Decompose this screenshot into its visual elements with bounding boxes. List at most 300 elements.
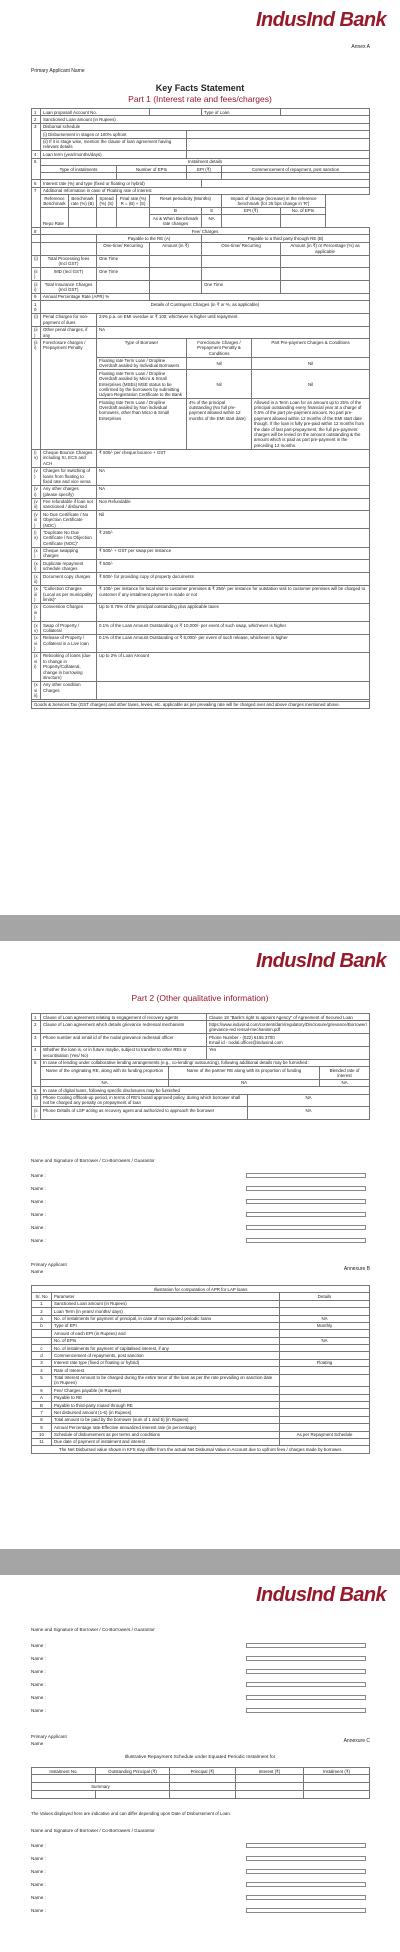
table-cell: (iv): [32, 449, 41, 467]
annexure-b-label: Annexure B: [343, 1266, 370, 1272]
table-cell: Name of the partner RE along with its proportion of funding: [169, 1067, 320, 1080]
table-cell: Interest rate (%) and type (fixed or floating or hybrid): [41, 180, 202, 187]
name-field[interactable]: [246, 1238, 366, 1243]
table-cell: [304, 1775, 370, 1783]
table-cell: Total Interest Amount to be charged during the entire tenor of the loan as per the rate prevailing on sanction date (in Rupees): [52, 1374, 280, 1387]
table-cell: Instalment details: [41, 158, 370, 165]
table-row: [32, 326, 370, 339]
name-field[interactable]: [246, 1186, 366, 1191]
name-field[interactable]: [246, 1225, 366, 1230]
table-row: [32, 467, 370, 485]
name-field[interactable]: [246, 1212, 366, 1217]
table-cell: [150, 109, 202, 116]
table-cell: [280, 1402, 370, 1409]
table-row: [32, 235, 370, 242]
table-cell: [41, 173, 117, 180]
table-cell: Phone Number - (022) 6155 3700 Email id - nodal.officer@indusind.com: [207, 1034, 370, 1047]
table-row: [32, 207, 370, 214]
table-cell: In case of lending under collaborative lending arrangements (e.g., co-lending/ outsourcing), following additional details may be furnished :: [41, 1059, 370, 1066]
table-row: [32, 1014, 370, 1021]
row-9: [32, 293, 370, 300]
table-cell: [150, 281, 202, 294]
name-field[interactable]: [246, 1682, 366, 1687]
table-cell: Nil: [187, 357, 252, 370]
table-cell: EPI (₹): [222, 207, 281, 214]
table-cell: NA: [169, 1079, 320, 1086]
table-cell: [32, 242, 41, 255]
table-cell: Type of EPI: [52, 1322, 280, 1329]
table-row: [32, 1394, 370, 1401]
table-cell: [97, 681, 370, 699]
table-cell: Amount (in ₹) or Percentage (%) as applicable: [281, 242, 370, 255]
table-cell: [32, 235, 41, 242]
table-cell: (xiii): [32, 585, 41, 603]
table-cell: Nil: [97, 511, 370, 529]
table-cell: Floating: [280, 1359, 370, 1366]
row-4: [32, 151, 370, 158]
table-cell: Additional Information in case of Floating rate of interest: [41, 187, 370, 194]
table-row: [32, 1286, 370, 1293]
table-cell: Reference Benchmark: [41, 195, 69, 208]
table-cell: Payable to RE: [52, 1394, 280, 1401]
name-label: Name :: [31, 1643, 46, 1648]
name-field[interactable]: [246, 1669, 366, 1674]
table-cell: (xviii): [32, 681, 41, 699]
table-cell: (i): [32, 1094, 41, 1107]
primary-applicant-label: Primary Applicant: [31, 1262, 67, 1267]
table-cell: (x): [32, 547, 41, 560]
table-cell: 9: [32, 293, 41, 300]
table-cell: [150, 268, 202, 281]
table-row: [32, 1300, 370, 1307]
table-cell: Loan term (year/months/days): [41, 151, 187, 158]
table-row: [32, 173, 370, 180]
table-cell: Final rate (%) R = (B) + (S): [117, 195, 150, 208]
table-cell: (i): [32, 255, 41, 268]
table-cell: Nil: [252, 357, 370, 370]
page-subtitle: Part 1 (Interest rate and fees/charges): [128, 94, 272, 104]
table-cell: [280, 1374, 370, 1387]
bank-logo: IndusInd Bank: [256, 1584, 386, 1606]
name-label: Name :: [31, 1225, 46, 1230]
name-field[interactable]: [246, 1908, 366, 1913]
table-cell: Penal Charges for non-payment of dues: [41, 313, 97, 326]
schedule-title: Illustrative Repayment Schedule under Equated Periodic Instalment for: [124, 1755, 276, 1760]
table-cell: Cheque Bounce Charges including SI, ECS and ACH: [41, 449, 97, 467]
table-cell: [304, 1790, 370, 1798]
table-cell: 1: [32, 1014, 41, 1021]
table-cell: EPI (₹): [187, 166, 222, 173]
table-cell: (xvii): [32, 652, 41, 681]
table-row: [32, 560, 370, 573]
table-cell: NA: [97, 467, 370, 485]
table-cell: One Time: [97, 255, 150, 268]
table-cell: NA: [320, 1079, 370, 1086]
table-cell: (ix): [32, 529, 41, 547]
table-cell: [281, 268, 370, 281]
table-cell: (ii): [32, 268, 41, 281]
table-cell: Floating rate Term Loan / Dropline Overdraft availed by Individual Borrowers: [97, 357, 187, 370]
table-cell: Charges for switching of loans from floating to fixed rate and vice versa: [41, 467, 97, 485]
table-row: [32, 255, 370, 268]
table-cell: (ii): [32, 326, 41, 339]
name-label: Name :: [31, 1856, 46, 1861]
table-cell: [280, 1409, 370, 1416]
table-cell: 4: [32, 151, 41, 158]
table-cell: 2: [32, 1308, 52, 1315]
table-row: [32, 1352, 370, 1359]
table-cell: No. of instalments for payment of principal, in case of non equated periodic loans: [52, 1315, 280, 1322]
table-cell: [280, 1300, 370, 1307]
table-cell: [236, 1790, 304, 1798]
signature-heading: Name and Signature of Borrower / Co-Borrowers / Guarantor: [31, 1158, 155, 1163]
name-field[interactable]: [246, 1695, 366, 1700]
name-label: Name :: [31, 1656, 46, 1661]
table-cell: [41, 242, 97, 255]
table-cell: ₹ 500/- + GST per swap per instance: [97, 547, 370, 560]
table-cell: [280, 1330, 370, 1337]
table-row: [32, 1431, 370, 1438]
table-cell: a: [32, 1315, 52, 1322]
table-row: [32, 1107, 370, 1120]
primary-applicant-label: Primary Applicant: [31, 1734, 67, 1739]
name-field[interactable]: [246, 1895, 366, 1900]
name-label: Name :: [31, 1212, 46, 1217]
table-cell: Clause 18 "Bank's right to appoint Agency" of Agreement of Secured Loan: [207, 1014, 370, 1021]
name-field[interactable]: [246, 1708, 366, 1713]
table-cell: NA: [202, 215, 222, 228]
table-cell: [280, 1387, 370, 1394]
row-3: [32, 123, 370, 130]
gst-note: Goods & Services Tax (GST charges) and other taxes, levies, etc. applicable as per prevailing rate will be charged over and above charges mentioned above.: [32, 701, 370, 708]
table-cell: ₹ 500/-: [97, 560, 370, 573]
table-cell: 7: [32, 1409, 52, 1416]
table-cell: Instalment No.: [32, 1768, 96, 1775]
table-cell: Total Processing fees (Incl GST): [41, 255, 97, 268]
table-cell: One Time: [97, 268, 150, 281]
table-cell: NA: [248, 1107, 370, 1120]
table-cell: [236, 1775, 304, 1783]
table-cell: [280, 1438, 370, 1445]
table-cell: No. of EPIs: [52, 1337, 280, 1344]
table-cell: [222, 173, 370, 180]
table-cell: Clause of Loan agreement which details grievance redressal mechanism: [41, 1021, 207, 1034]
table-cell: [280, 1345, 370, 1352]
table-cell: One Time: [202, 281, 281, 294]
name-label: Name :: [31, 1908, 46, 1913]
table-cell: Annual Percentage rate-Effective annualized interest rate (in percentage): [52, 1424, 280, 1431]
table-cell: Total amount to be paid by the borrower (sum of 1 and 5) (in Rupees): [52, 1416, 280, 1423]
table-cell: No. of EPIs: [281, 207, 326, 214]
table-cell: 11: [32, 1438, 52, 1445]
table-cell: Net disbursed amount (1-6) (in Rupees): [52, 1409, 280, 1416]
part2-title: Part 2 (Other qualitative information): [131, 993, 269, 1003]
table-cell: Commencement of repayment, post sanction: [222, 166, 370, 173]
table-row: [32, 138, 370, 151]
table-cell: ₹ 100/- per instance for local visit to customer premises & ₹ 250/- per instance for outstation visit to customer premises will be charged to customer if any instalment payment is made or not: [97, 585, 370, 603]
name-field[interactable]: [246, 1869, 366, 1874]
table-cell: [97, 281, 150, 294]
table-cell: Instalment (₹): [304, 1768, 370, 1775]
page-2: [0, 941, 400, 1549]
table-cell: 9: [32, 1424, 52, 1431]
schedule-note: The Values displayed here are indicative and can differ depending upon Date of Disbursement of Loan.: [31, 1811, 231, 1816]
table-cell: One-time/ Recurring: [202, 242, 281, 255]
table-row: [32, 634, 370, 652]
table-cell: Up to 2% of Loan Amount: [97, 652, 370, 681]
name-label: Name :: [31, 1173, 46, 1178]
table-cell: Commencement of repayments, post sanction: [52, 1352, 280, 1359]
name-label: Name :: [31, 1238, 46, 1243]
table-cell: Cheque swapping charges: [41, 547, 97, 560]
table-cell: As per Repayment Schedule: [280, 1431, 370, 1438]
name-label: Name :: [31, 1895, 46, 1900]
table-cell: Non Refundable: [97, 498, 370, 511]
name-label: Name :: [31, 1695, 46, 1700]
row-8: [32, 228, 370, 235]
table-cell: [32, 1337, 52, 1344]
signature-heading: Name and Signature of Borrower / Co-Borrowers / Guarantor: [31, 1828, 155, 1833]
table-cell: 4: [32, 1367, 52, 1374]
table-cell: [280, 1352, 370, 1359]
table-row: [32, 547, 370, 560]
table-cell: 7: [32, 187, 41, 227]
table-row: [32, 1079, 370, 1086]
table-row: [32, 1446, 370, 1453]
table-cell: [32, 1775, 96, 1783]
table-row: [32, 573, 370, 586]
table-cell: Blended rate of interest: [320, 1067, 370, 1080]
table-row: [32, 1409, 370, 1416]
table-cell: [170, 1775, 236, 1783]
table-cell: Sanctioned Loan amount (in Rupees): [52, 1300, 280, 1307]
name-field[interactable]: [246, 1643, 366, 1648]
table-cell: Loan Term (in years/ months/ days): [52, 1308, 280, 1315]
table-cell: [150, 293, 370, 300]
table-cell: NA: [280, 1337, 370, 1344]
table-row: [32, 498, 370, 511]
table-cell: In case of digital loans, following specific disclosures may be furnished: [41, 1087, 370, 1094]
table-cell: [281, 215, 326, 228]
annexure-c-label: Annexure C: [343, 1738, 370, 1744]
name-field[interactable]: [246, 1856, 366, 1861]
table-cell: [187, 151, 370, 158]
table-cell: [280, 1394, 370, 1401]
table-cell: 5: [32, 1374, 52, 1387]
table-cell: [96, 1790, 170, 1798]
table-cell: Foreclosure charges / Prepayment Penalty: [41, 339, 97, 449]
table-cell: [32, 1790, 96, 1798]
table-cell: Loan proposal/ Account No.: [41, 109, 150, 116]
table-row: [32, 1367, 370, 1374]
table-cell: [281, 281, 370, 294]
table-cell: 10: [32, 301, 41, 314]
table-row: [32, 1067, 370, 1080]
table-row: [32, 449, 370, 467]
table-cell: 0.1% of the Loan Amount Outstanding or ₹ 5,000/- per event of such release, whichever is higher: [97, 634, 370, 652]
table-cell: [170, 1783, 236, 1790]
table-cell: c: [32, 1345, 52, 1352]
table-cell: [187, 173, 222, 180]
table-cell: (xiv): [32, 603, 41, 621]
table-cell: Nil: [252, 370, 370, 399]
table-cell: IMD (Incl GST): [41, 268, 97, 281]
table-cell: [280, 1416, 370, 1423]
table-row: [32, 1094, 370, 1107]
table-cell: Spread (%) (S): [97, 195, 117, 208]
table-cell: Conversion Charges: [41, 603, 97, 621]
table-cell: Part Pre-payment Charges & Conditions: [252, 339, 370, 357]
table-cell: [69, 207, 97, 227]
row-10: [32, 301, 370, 314]
table-cell: Whether the loan is, or in future maybe, subject to transfer to other REs or securitisation (Yes/ No): [41, 1046, 207, 1059]
table-cell: Sanctioned Loan amount (in Rupees): [41, 116, 370, 123]
table-row: [32, 1416, 370, 1423]
table-row: [32, 1402, 370, 1409]
applicant-name-label: Name: [31, 1269, 44, 1274]
table-cell: 1: [32, 109, 41, 116]
table-cell: [202, 268, 281, 281]
table-cell: d: [32, 1352, 52, 1359]
page-title: Key Facts Statement: [155, 83, 245, 93]
table-cell: (viii): [32, 511, 41, 529]
table-cell: Annual Percentage Rate (APR) %: [41, 293, 150, 300]
table-cell: One-time/ Recurring: [97, 242, 150, 255]
table-cell: Allowed in a Term Loan for an amount up to 25% of the principal outstanding every financial year at a charge of 0.5% of the part pre-payment amount. No part pre-payment allowed within 12 months of the EMI start date though. If the loan is fully pre-paid within 12 months from the date of last part-prepayment, the full pre-payment charges will be levied on the amount outstanding & the amount which is paid as part pre-payment in the preceding 12 months.: [252, 399, 370, 449]
table-cell: Phone number and email id of the nodal grievance redressal officer: [41, 1034, 207, 1047]
table-cell: [32, 1330, 52, 1337]
table-cell: B: [32, 1402, 52, 1409]
name-field[interactable]: [246, 1656, 366, 1661]
table-cell: Impact of change (increase) in the reference benchmark (for 25 bps change in 'R'): [222, 195, 326, 208]
table-row: [32, 1790, 370, 1798]
name-field[interactable]: [246, 1199, 366, 1204]
table-cell: (xv): [32, 622, 41, 635]
table-cell: As & When Benchmark rate changes: [150, 215, 202, 228]
table-row: [32, 585, 370, 603]
table-row: [32, 1034, 370, 1047]
table-cell: NA: [97, 326, 370, 339]
table-cell: Document copy charges: [41, 573, 97, 586]
table-row: [32, 339, 370, 357]
page-3: [0, 1575, 400, 1952]
table-cell: Any other charges (please specify): [41, 485, 97, 498]
table-cell: 3: [32, 1359, 52, 1366]
table-cell: NA: [41, 1079, 169, 1086]
table-cell: Clause of Loan agreement relating to engagement of recovery agents: [41, 1014, 207, 1021]
table-cell: [280, 1367, 370, 1374]
row-1: [32, 109, 370, 116]
table-cell: (i) Disbursement in stages or 100% upfront: [41, 131, 187, 138]
table-cell: Total Insurance Charges (Incl GST): [41, 281, 97, 294]
table-cell: (ii): [32, 1107, 41, 1120]
table-cell: S: [202, 207, 222, 214]
annex-label: Annex A: [351, 44, 370, 50]
table-row: [32, 1783, 370, 1790]
table-cell: NA: [97, 485, 370, 498]
table-cell: Payable to the RE (A): [97, 235, 202, 242]
table-cell: 4: [32, 1046, 41, 1059]
table-row: [32, 1330, 370, 1337]
table-cell: [236, 1783, 304, 1790]
table-row: [32, 195, 370, 208]
table-cell: 5: [32, 158, 41, 180]
table-cell: Fee refundable if loan not sanctioned / disbursed: [41, 498, 97, 511]
table-cell: A: [32, 1394, 52, 1401]
table-cell: Due date of payment of instalment and interest: [52, 1438, 280, 1445]
table-cell: [150, 255, 202, 268]
table-row: [32, 1308, 370, 1315]
table-cell: [304, 1783, 370, 1790]
table-row: [32, 681, 370, 699]
table-cell: (i): [32, 313, 41, 326]
table-row: [32, 1046, 370, 1059]
apr-table: [31, 1285, 370, 1454]
table-cell: 3: [32, 1034, 41, 1047]
repayment-schedule-table: [31, 1767, 370, 1799]
table-cell: Type of instalments: [41, 166, 117, 173]
name-field[interactable]: [246, 1843, 366, 1848]
table-cell: Any other condition Charges: [41, 681, 97, 699]
table-row: [32, 1424, 370, 1431]
name-label: Name :: [31, 1682, 46, 1687]
name-label: Name :: [31, 1669, 46, 1674]
table-cell: (xii): [32, 573, 41, 586]
table-cell: Name of the originating RE, along with its funding proportion: [41, 1067, 169, 1080]
table-row: [32, 511, 370, 529]
name-label: Name :: [31, 1843, 46, 1848]
table-row: [32, 1768, 370, 1775]
table-cell: 3: [32, 123, 41, 151]
table-row: [32, 622, 370, 635]
table-row: [32, 268, 370, 281]
table-cell: Fee/ Charges: [41, 228, 370, 235]
table-row: [32, 485, 370, 498]
table-cell: 24% p.a. on EMI overdue or ₹ 100; whichever is higher until repayment: [97, 313, 370, 326]
table-cell: (v): [32, 467, 41, 485]
table-cell: [202, 255, 281, 268]
row-5: [32, 158, 370, 165]
name-field[interactable]: [246, 1882, 366, 1887]
table-cell: (xi): [32, 560, 41, 573]
table-cell: 6: [32, 1387, 52, 1394]
table-row: [32, 1337, 370, 1344]
table-cell: Benchmark rate (%) (B): [69, 195, 97, 208]
name-field[interactable]: [246, 1173, 366, 1178]
table-cell: Floating rate Term Loan / Dropline Overdraft availed by Non individual borrowers, other than Micro & Small Enterprises: [97, 399, 187, 449]
table-cell: Number of EPIs: [117, 166, 187, 173]
primary-applicant-label: Primary Applicant Name: [31, 68, 85, 74]
name-label: Name :: [31, 1708, 46, 1713]
table-cell: Summary: [32, 1783, 170, 1790]
table-cell: [280, 1424, 370, 1431]
table-row: [32, 1293, 370, 1300]
table-row: [32, 652, 370, 681]
table-cell: [202, 180, 370, 187]
table-cell: Release of Property / Collateral in a Live loan: [41, 634, 97, 652]
table-cell: Repo Rate: [41, 207, 69, 227]
table-cell: 2: [32, 1021, 41, 1034]
table-cell: 6: [32, 1087, 41, 1094]
table-cell: [280, 1308, 370, 1315]
signature-heading: Name and Signature of Borrower / Co-Borrowers / Guarantor: [31, 1627, 155, 1632]
table-cell: Rebooking of loans (due to change in Property/Collateral, change in borrowing structure): [41, 652, 97, 681]
table-cell: Phone Details of LSP acting as recovery agent and authorized to approach the borrower: [41, 1107, 248, 1120]
table-cell: Outstanding Principal (₹): [96, 1768, 170, 1775]
table-cell: B: [150, 207, 202, 214]
table-cell: (iii): [32, 281, 41, 294]
table-cell: [187, 138, 370, 151]
